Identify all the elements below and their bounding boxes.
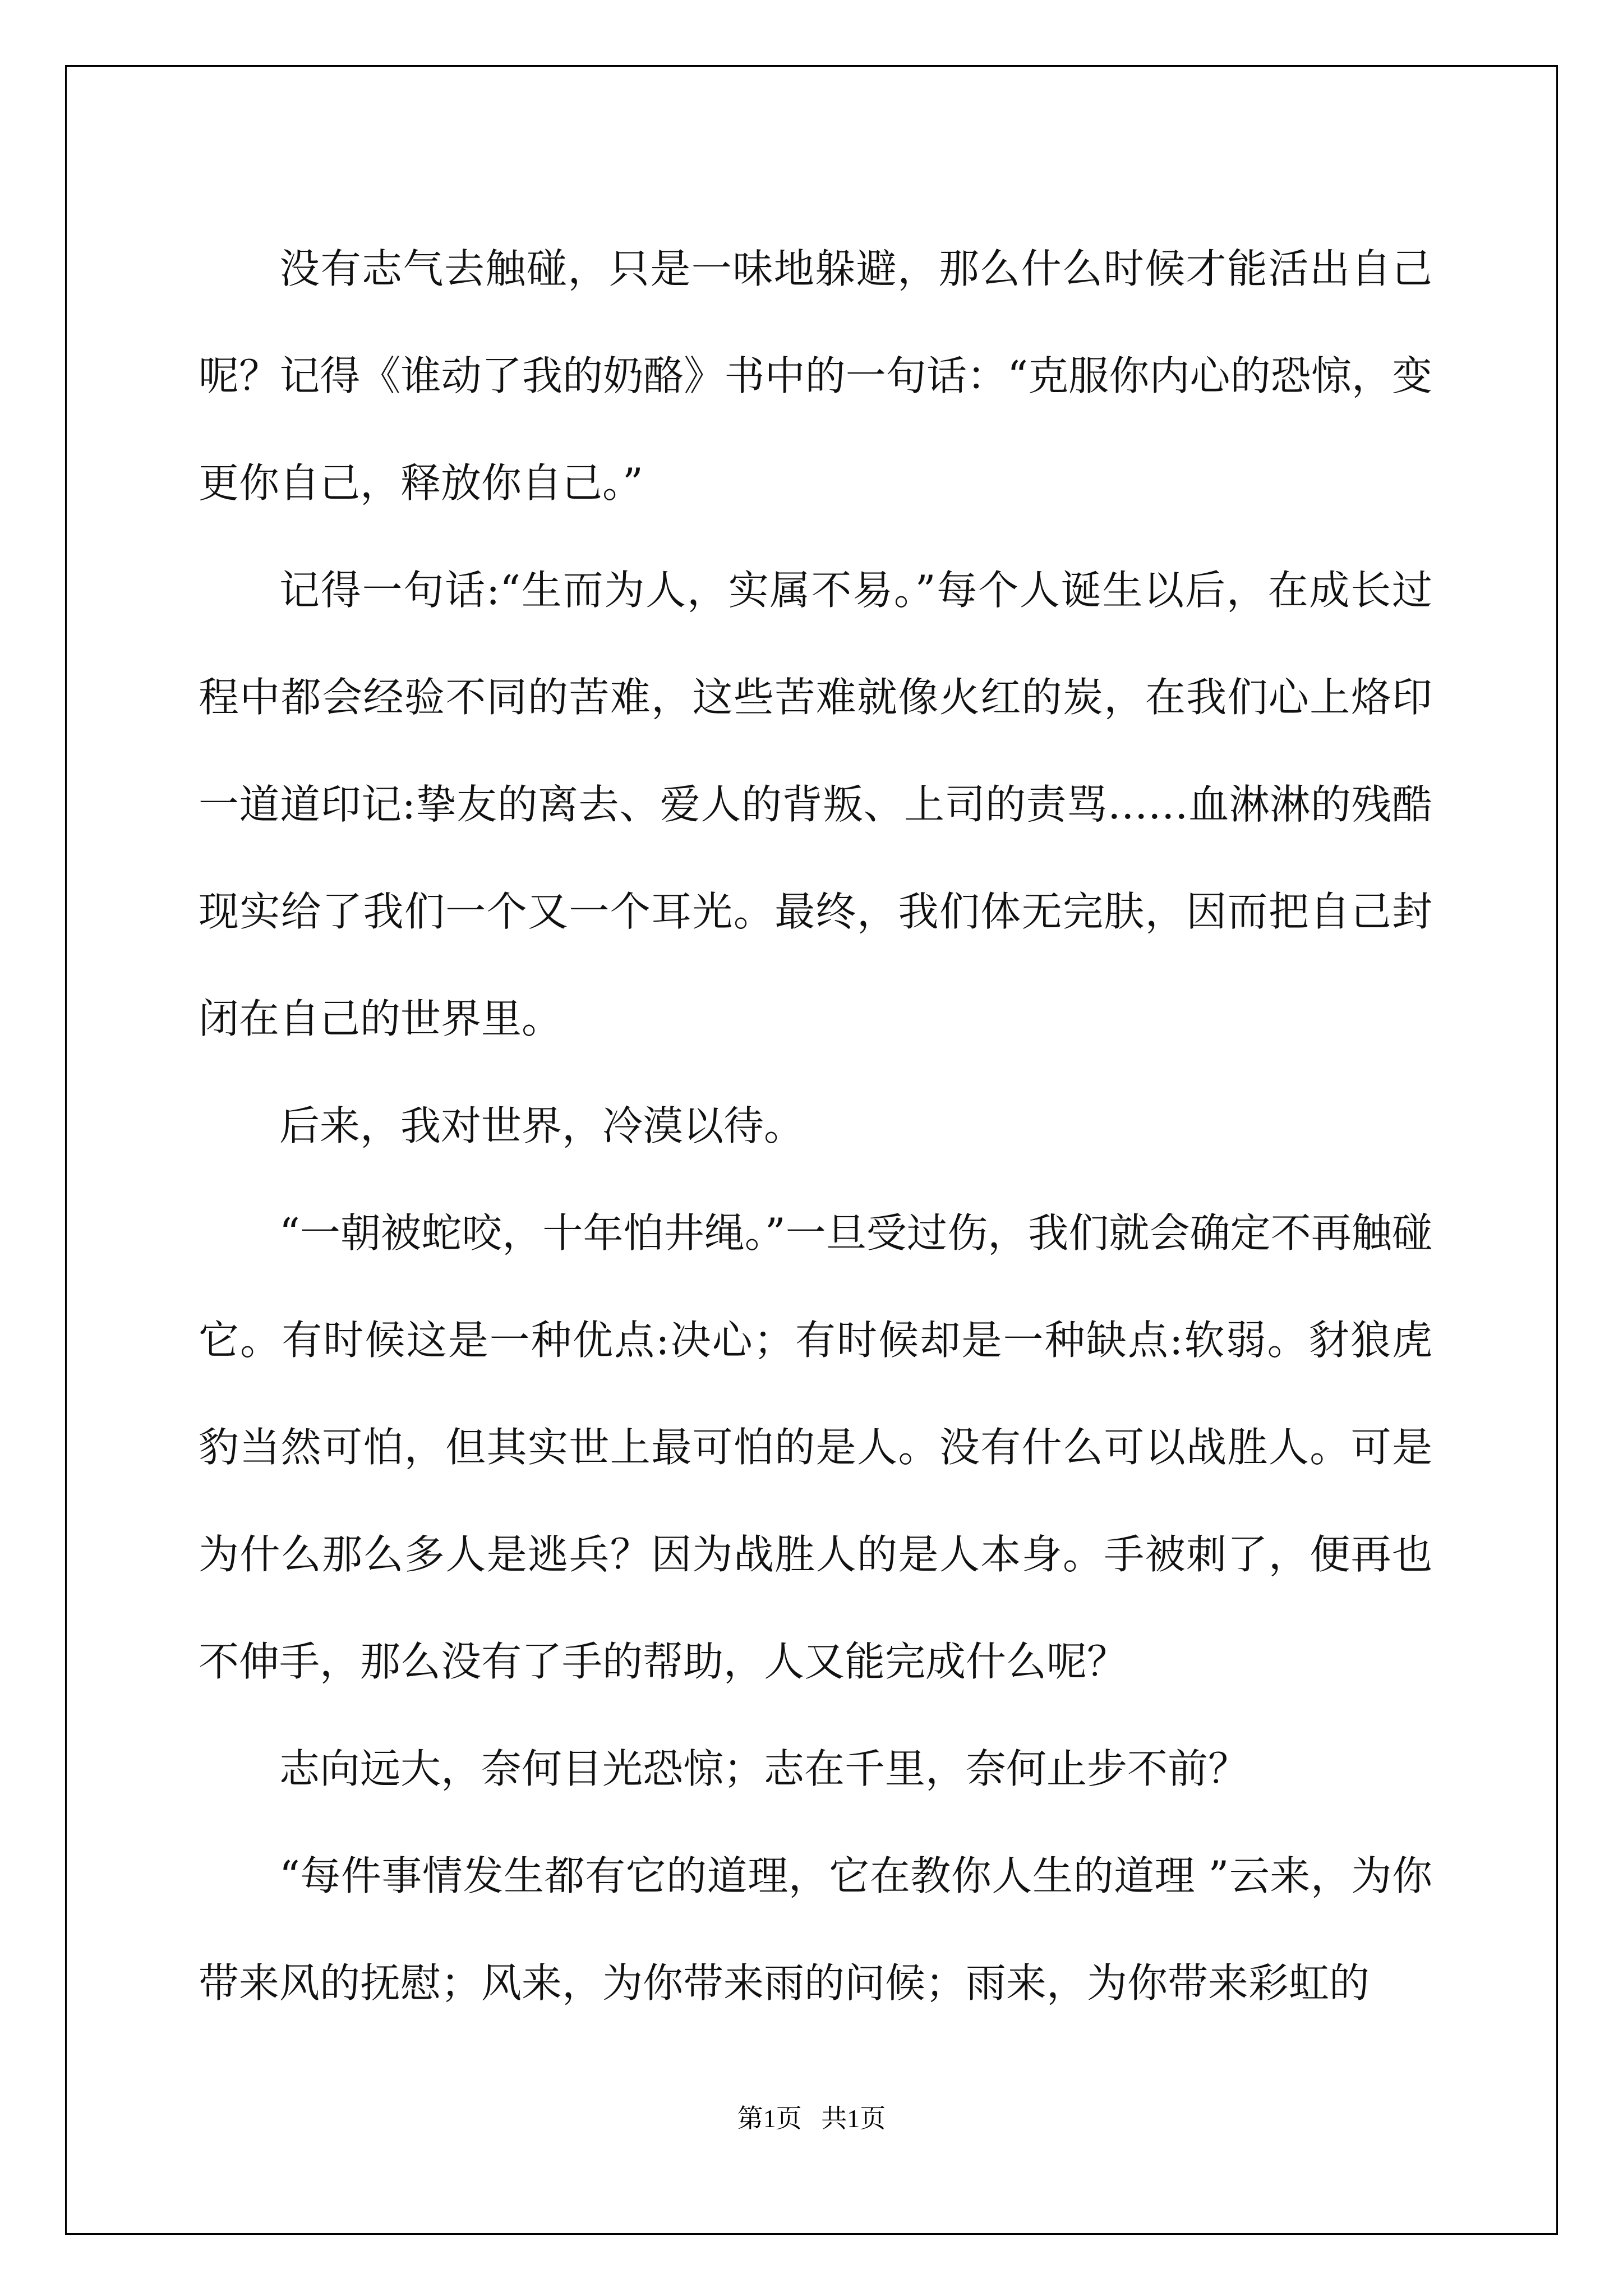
paragraph-4: “一朝被蛇咬，十年怕井绳。”一旦受过伤，我们就会确定不再触碰它。有时候这是一种优点:决心；有时候却是一种缺点:软弱。豺狼虎豹当然可怕，但其实世上最可怕的是人。没有什么可以战胜人。可是为什么那么多人是逃兵？因为战胜人的是人本身。手被刺了，便再也不伸手，那么没有了手的帮助，人又能完成什么呢？ xyxy=(199,1209,1432,1685)
paragraph-2: 记得一句话:“生而为人，实属不易。”每个人诞生以后，在成长过程中都会经验不同的苦难，这些苦难就像火红的炭，在我们心上烙印一道道印记:挚友的离去、爱人的背叛、上司的责骂……血淋淋的残酷现实给了我们一个又一个耳光。最终，我们体无完肤，因而把自己封闭在自己的世界里。 xyxy=(199,567,1432,1042)
paragraph-6: “每件事情发生都有它的道理，它在教你人生的道理 ”云来，为你带来风的抚慰；风来，为你带来雨的问候；雨来，为你带来彩虹的 xyxy=(199,1852,1432,2007)
paragraph-5: 志向远大，奈何目光恐惊；志在千里，奈何止步不前？ xyxy=(279,1745,1249,1792)
document-body xyxy=(199,215,1432,2037)
paragraph-1: 没有志气去触碰，只是一味地躲避，那么什么时候才能活出自己呢？记得《谁动了我的奶酪》书中的一句话：“克服你内心的恐惊，变更你自己，释放你自己。” xyxy=(199,245,1432,507)
paragraph-3: 后来，我对世界，冷漠以待。 xyxy=(279,1102,805,1149)
page-number-footer: 第1页 共1页 xyxy=(737,2104,886,2133)
